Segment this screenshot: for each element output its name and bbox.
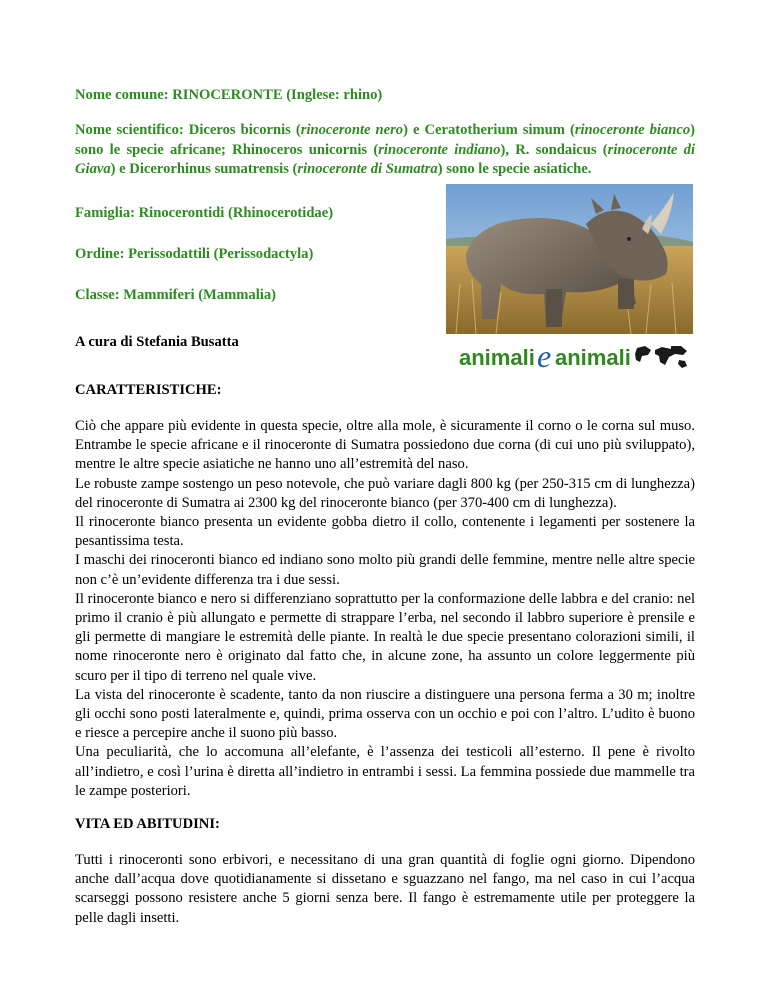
paragraph-line: Tutti i rinoceronti sono erbivori, e necessitano di una gran quantità di foglie ogni giorno. Dipendono anche dall’acqua dove quotidianamente si dissetano e sguazzano nel fango, ma nel caso in cui l’acqua scarseggi possono resistere anche 5 giorni senza bere. Il fango è estremamente utile per proteggere la pelle dagli insetti. [75,852,695,926]
paragraph-line: Il rinoceronte bianco e nero si differenziano soprattutto per la conformazione delle labbra e del cranio: nel primo il cranio è più allungato e permette di strappare l’erba, nel secondo il labbro superiore è prensile e gli permette di mangiare le estremità delle piante. In realtà le due specie presentano colorazioni simili, il nome rinoceronte nero è originato dal fatto che, in alcune zone, ha assunto un colore leggermente più scuro per il tipo di terreno nel quale vive. [75,590,695,684]
logo-text-right: animali [555,345,631,370]
author-line: A cura di Stefania Busatta [75,334,239,350]
scientific-name-text: Nome scientifico: Diceros bicornis ( [75,122,301,138]
section-title-caratteristiche: CARATTERISTICHE: [75,382,222,398]
scientific-name-text: ) e Dicerorhinus sumatrensis ( [110,161,298,178]
scientific-name-text: ) e Ceratotherium simum ( [403,122,575,138]
scientific-name-text: ) sono le specie africane; Rhinoceros unicornis ( [75,122,696,158]
paragraph-line: Una peculiarità, che lo accomuna all’elefante, è l’assenza dei testicoli all’esterno. Il pene è rivolto all’indietro, e così l’urina è diretta all’indietro in entrambi i sessi. La femmina possiede due mammelle tra le zampe posteriori. [75,744,695,799]
order-heading: Ordine: Perissodattili (Perissodactyla) [75,246,314,262]
family-heading: Famiglia: Rinocerontidi (Rhinocerotidae) [75,205,334,221]
species-common-name: rinoceronte di Giava [75,141,695,178]
paragraph-line: Il rinoceronte bianco presenta un evidente gobba dietro il collo, contenente i legamenti per sostenere la pesantissima testa. [75,514,695,550]
paragraph-line: La vista del rinoceronte è scadente, tanto da non riuscire a distinguere una persona ferma a 30 m; inoltre gli occhi sono posti lateralmente e, quindi, prima osserva con un occhio e poi con l’altro. L’udito è buono e riesce a percepire anche il suono più basso. [75,686,695,742]
world-map-icon [635,346,687,368]
scientific-name-text: ) sono le specie asiatiche. [437,161,592,178]
rhinoceros-photo [446,184,693,334]
section-text-vita [75,851,695,928]
paragraph-line: Ciò che appare più evidente in questa specie, oltre alla mole, è sicuramente il corno o le corna sul muso. Entrambe le specie africane e il rinoceronte di Sumatra possiedono due corna (di cui uno più sviluppato), mentre le altre specie asiatiche ne hanno uno all’estremità del naso. [75,418,695,473]
species-common-name: rinoceronte bianco [574,122,691,138]
class-heading: Classe: Mammiferi (Mammalia) [75,287,276,303]
species-common-name: rinoceronte nero [300,122,404,138]
scientific-name-paragraph [75,121,695,180]
scientific-name-text: ), R. sondaicus ( [500,141,608,158]
species-common-name: rinoceronte indiano [378,141,501,158]
paragraph-line: I maschi dei rinoceronti bianco ed indiano sono molto più grandi delle femmine, mentre nelle altre specie non c’è un’evidente differenza tra i due sessi. [75,552,695,588]
animalieanimali-logo [457,342,693,372]
logo-letter-e: e [537,342,552,372]
common-name-heading: Nome comune: RINOCERONTE (Inglese: rhino) [75,87,383,103]
paragraph-line: Le robuste zampe sostengo un peso notevole, che può variare dagli 800 kg (per 250-315 cm di lunghezza) del rinoceronte di Sumatra ai 2300 kg del rinoceronte bianco (per 370-400 cm di lunghezza). [75,475,695,511]
section-text-caratteristiche [75,417,695,801]
species-common-name: rinoceronte di Sumatra [297,161,438,178]
section-title-vita: VITA ED ABITUDINI: [75,816,220,832]
logo-text-left: animali [459,345,535,370]
